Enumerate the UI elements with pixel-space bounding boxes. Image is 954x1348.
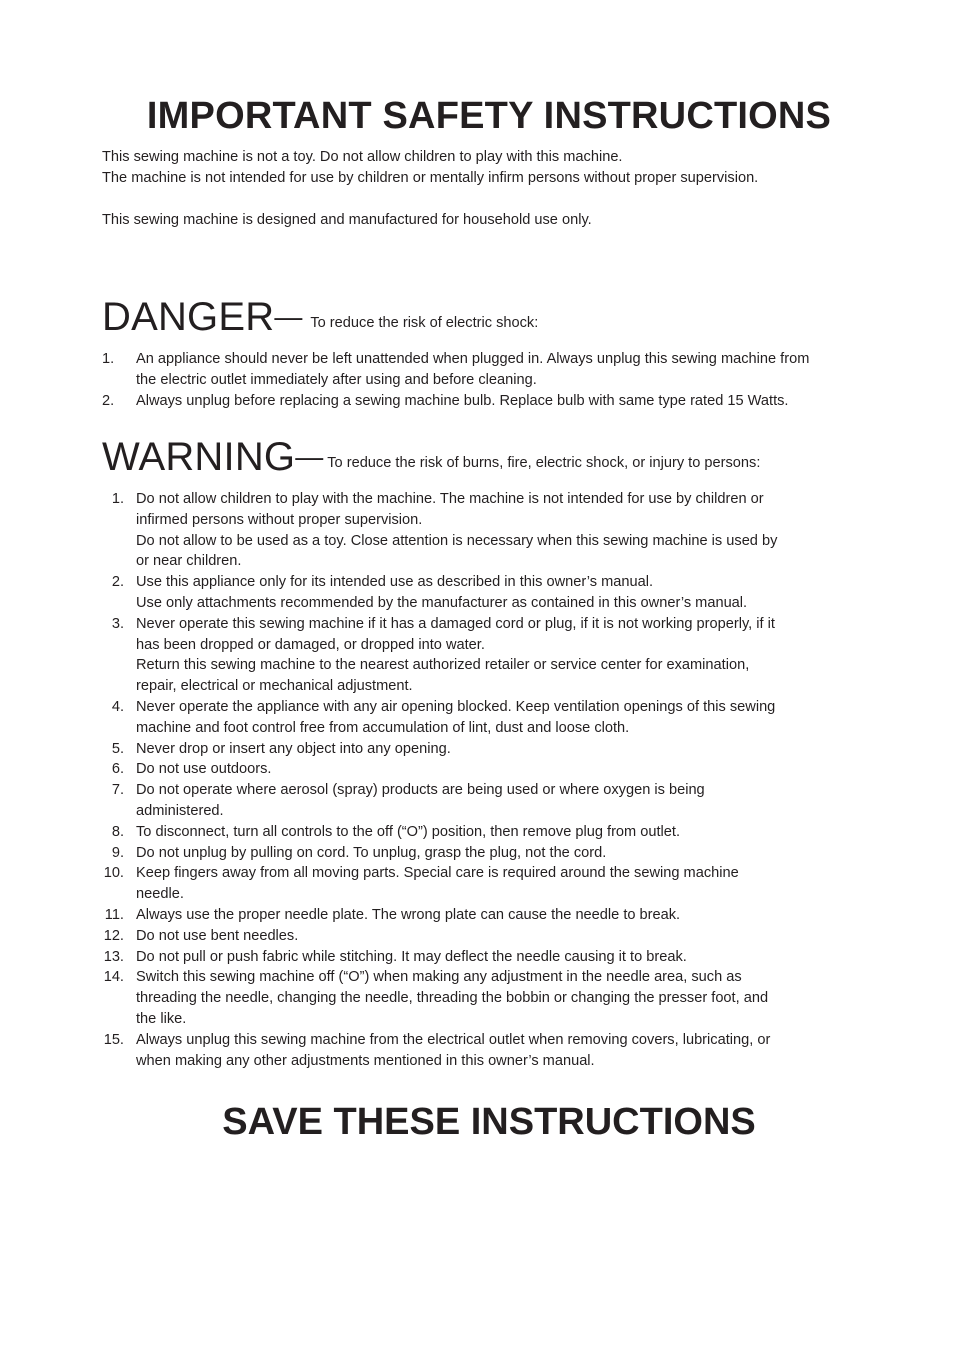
item-number: 1. — [111, 491, 124, 507]
list-item — [102, 739, 862, 760]
item-text: Use this appliance only for its intended use as described in this owner’s manual. — [136, 574, 654, 591]
item-text: Do not use outdoors. — [136, 761, 272, 778]
list-item — [102, 349, 892, 391]
item-text: Never operate this sewing machine if it has a damaged cord or plug, if it is not working properly, if it — [136, 615, 775, 632]
warning-label: WARNING — [102, 435, 296, 479]
item-text: repair, electrical or mechanical adjustment. — [136, 678, 413, 695]
item-text: Do not operate where aerosol (spray) products are being used or where oxygen is being — [136, 782, 705, 799]
item-text: when making any other adjustments mentioned in this owner’s manual. — [136, 1052, 595, 1069]
list-item — [102, 947, 862, 968]
list-item — [102, 843, 862, 864]
item-text: Always unplug this sewing machine from the electrical outlet when removing covers, lubricating, or — [136, 1031, 771, 1048]
closing-title: SAVE THESE INSTRUCTIONS — [222, 1101, 756, 1143]
list-item — [102, 967, 862, 1029]
item-number: 10. — [103, 865, 124, 882]
item-text: To disconnect, turn all controls to the off (“O”) position, then remove plug from outlet. — [136, 823, 681, 840]
item-number: 2. — [102, 392, 115, 409]
item-number: 7. — [111, 782, 124, 799]
intro-line: This sewing machine is not a toy. Do not allow children to play with this machine. — [102, 149, 623, 165]
item-number: 9. — [111, 844, 124, 861]
item-number: 3. — [111, 615, 124, 632]
item-text: Do not allow to be used as a toy. Close attention is necessary when this sewing machine is used by — [136, 532, 778, 549]
item-number: 2. — [111, 574, 124, 591]
item-text: Do not unplug by pulling on cord. To unplug, grasp the plug, not the cord. — [136, 844, 607, 861]
item-text: Use only attachments recommended by the manufacturer as contained in this owner’s manual. — [136, 594, 748, 611]
danger-heading — [102, 295, 538, 339]
item-number: 4. — [111, 698, 124, 715]
item-text: machine and foot control free from accumulation of lint, dust and loose cloth. — [136, 719, 630, 736]
item-text: or near children. — [136, 553, 242, 570]
em-dash: — — [295, 441, 324, 472]
item-text: Keep fingers away from all moving parts. Special care is required around the sewing machine — [136, 865, 739, 882]
item-text: needle. — [136, 886, 184, 903]
item-text: An appliance should never be left unattended when plugged in. Always unplug this sewing machine from — [136, 351, 810, 367]
item-text: Do not allow children to play with the machine. The machine is not intended for use by children or — [136, 491, 764, 507]
item-number: 5. — [111, 740, 124, 757]
list-item — [102, 863, 862, 905]
item-text: administered. — [136, 802, 224, 819]
warning-heading — [102, 435, 760, 479]
list-item — [102, 822, 862, 843]
list-item — [102, 1030, 862, 1072]
list-item — [102, 697, 862, 739]
warning-subtitle: To reduce the risk of burns, fire, electric shock, or injury to persons: — [327, 455, 761, 471]
list-item — [102, 391, 892, 412]
danger-list — [102, 349, 892, 411]
item-text: Return this sewing machine to the nearest authorized retailer or service center for examination, — [136, 657, 750, 674]
list-item — [102, 759, 862, 780]
item-number: 14. — [103, 969, 124, 986]
warning-list — [102, 489, 862, 1071]
item-text: Switch this sewing machine off (“O”) when making any adjustment in the needle area, such as — [136, 969, 742, 986]
item-text: infirmed persons without proper supervision. — [136, 511, 423, 528]
item-number: 1. — [102, 351, 115, 367]
list-item — [102, 905, 862, 926]
danger-label: DANGER — [102, 295, 275, 339]
item-text: Always unplug before replacing a sewing machine bulb. Replace bulb with same type rated 15 Watts. — [136, 392, 789, 409]
item-number: 13. — [103, 948, 124, 965]
list-item — [102, 572, 862, 614]
item-number: 8. — [111, 823, 124, 840]
list-item — [102, 489, 862, 572]
item-text: threading the needle, changing the needle, threading the bobbin or changing the presser foot, and — [136, 990, 769, 1007]
list-item — [102, 614, 862, 697]
item-number: 15. — [103, 1031, 124, 1048]
item-text: Do not pull or push fabric while stitching. It may deflect the needle causing it to break. — [136, 948, 687, 965]
list-item — [102, 926, 862, 947]
item-number: 11. — [104, 906, 124, 923]
item-text: Always use the proper needle plate. The wrong plate can cause the needle to break. — [136, 906, 681, 923]
item-text: the like. — [136, 1010, 187, 1027]
intro-text — [102, 147, 902, 230]
item-number: 6. — [111, 761, 124, 778]
item-number: 12. — [103, 927, 124, 944]
page-title: IMPORTANT SAFETY INSTRUCTIONS — [146, 95, 832, 137]
intro-line: The machine is not intended for use by children or mentally infirm persons without proper supervision. — [102, 169, 759, 186]
em-dash: — — [274, 301, 303, 332]
item-text: has been dropped or damaged, or dropped into water. — [136, 636, 485, 653]
list-item — [102, 780, 862, 822]
item-text: Never operate the appliance with any air opening blocked. Keep ventilation openings of this sewing — [136, 698, 776, 715]
danger-subtitle: To reduce the risk of electric shock: — [310, 315, 539, 331]
item-text: Never drop or insert any object into any opening. — [136, 740, 451, 757]
intro-line: This sewing machine is designed and manufactured for household use only. — [102, 211, 592, 228]
item-text: the electric outlet immediately after using and before cleaning. — [136, 371, 537, 388]
item-text: Do not use bent needles. — [136, 927, 299, 944]
